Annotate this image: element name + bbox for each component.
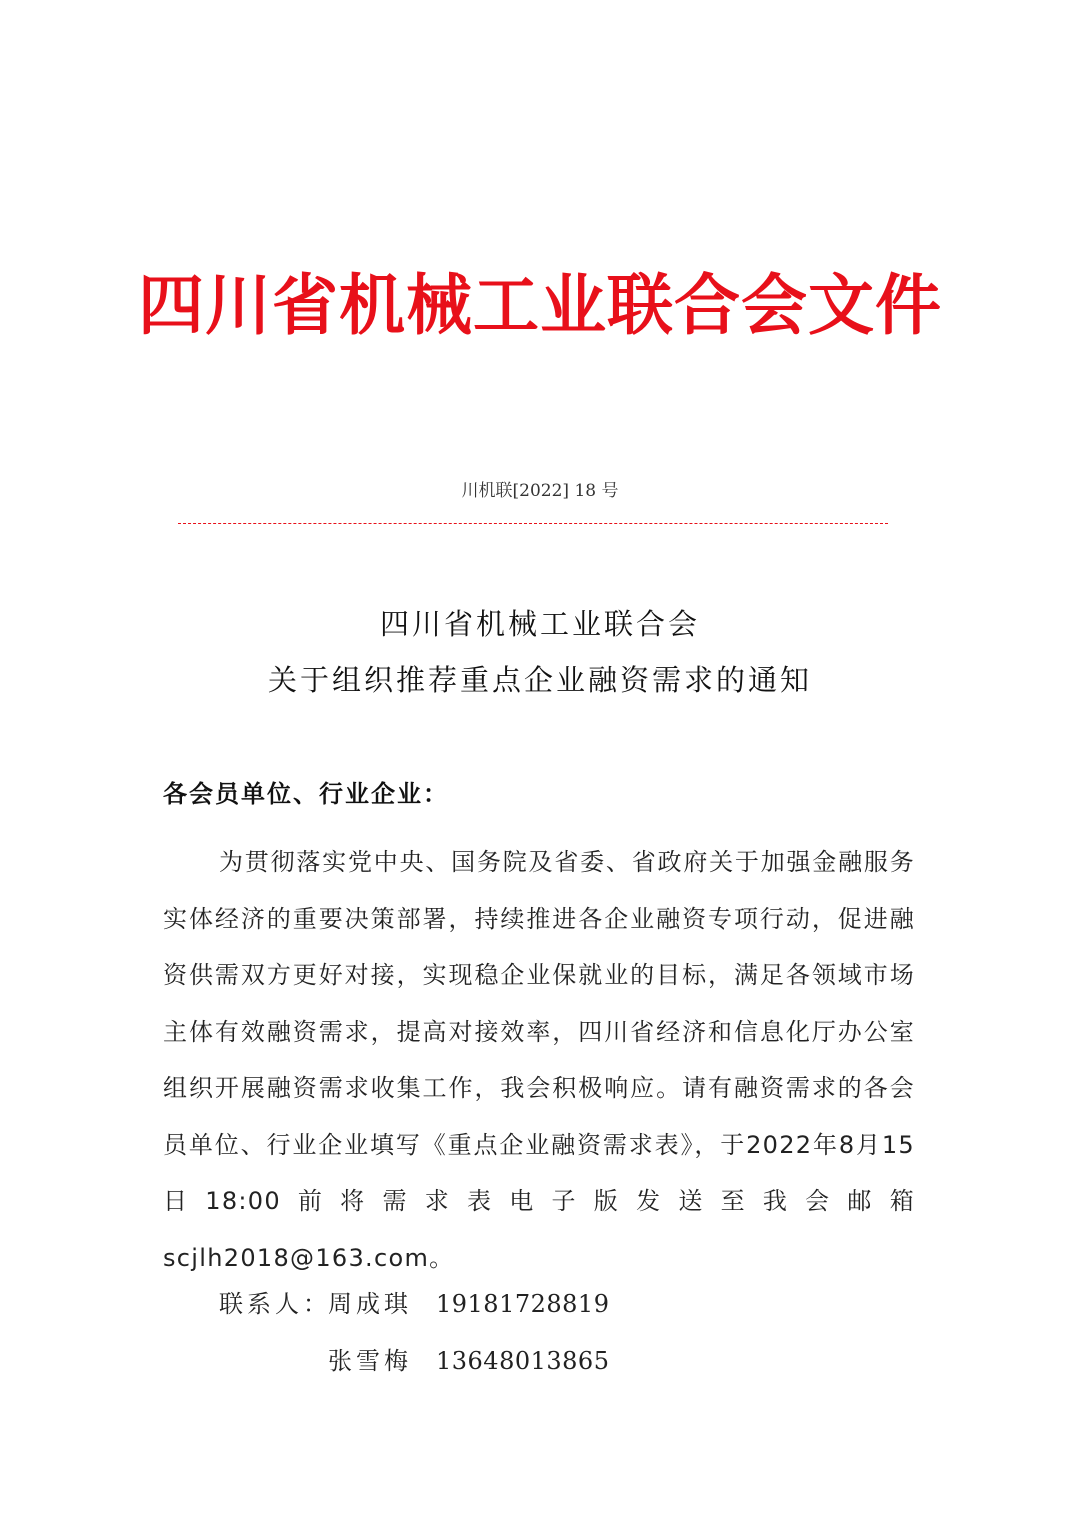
notice-title-line-1: 四川省机械工业联合会: [379, 607, 700, 641]
document-number: 川机联[2022] 18 号: [461, 481, 619, 501]
contact-name: 周成琪: [328, 1290, 412, 1318]
red-dashed-separator: [178, 523, 888, 524]
contact-name: 张雪梅: [328, 1347, 412, 1375]
body-paragraph: 为贯彻落实党中央、国务院及省委、省政府关于加强金融服务实体经济的重要决策部署，持续推进各企业融资专项行动，促进融资供需双方更好对接，实现稳企业保就业的目标，满足各领域市场主体有效融资需求，提高对接效率，四川省经济和信息化厅办公室组织开展融资需求收集工作，我会积极响应。请有融资需求的各会员单位、行业企业填写《重点企业融资需求表》，于2022年8月15日18:00前将需求表电子版发送至我会邮箱scjlh2018@163.com。: [163, 848, 915, 1272]
red-header-title: 四川省机械工业联合会文件: [138, 266, 942, 344]
salutation: 各会员单位、行业企业：: [163, 780, 449, 808]
contact-label: 联系人：: [219, 1290, 331, 1318]
notice-title-line-2: 关于组织推荐重点企业融资需求的通知: [267, 663, 812, 697]
contact-phone: 19181728819: [436, 1290, 610, 1318]
contact-phone: 13648013865: [436, 1347, 610, 1375]
